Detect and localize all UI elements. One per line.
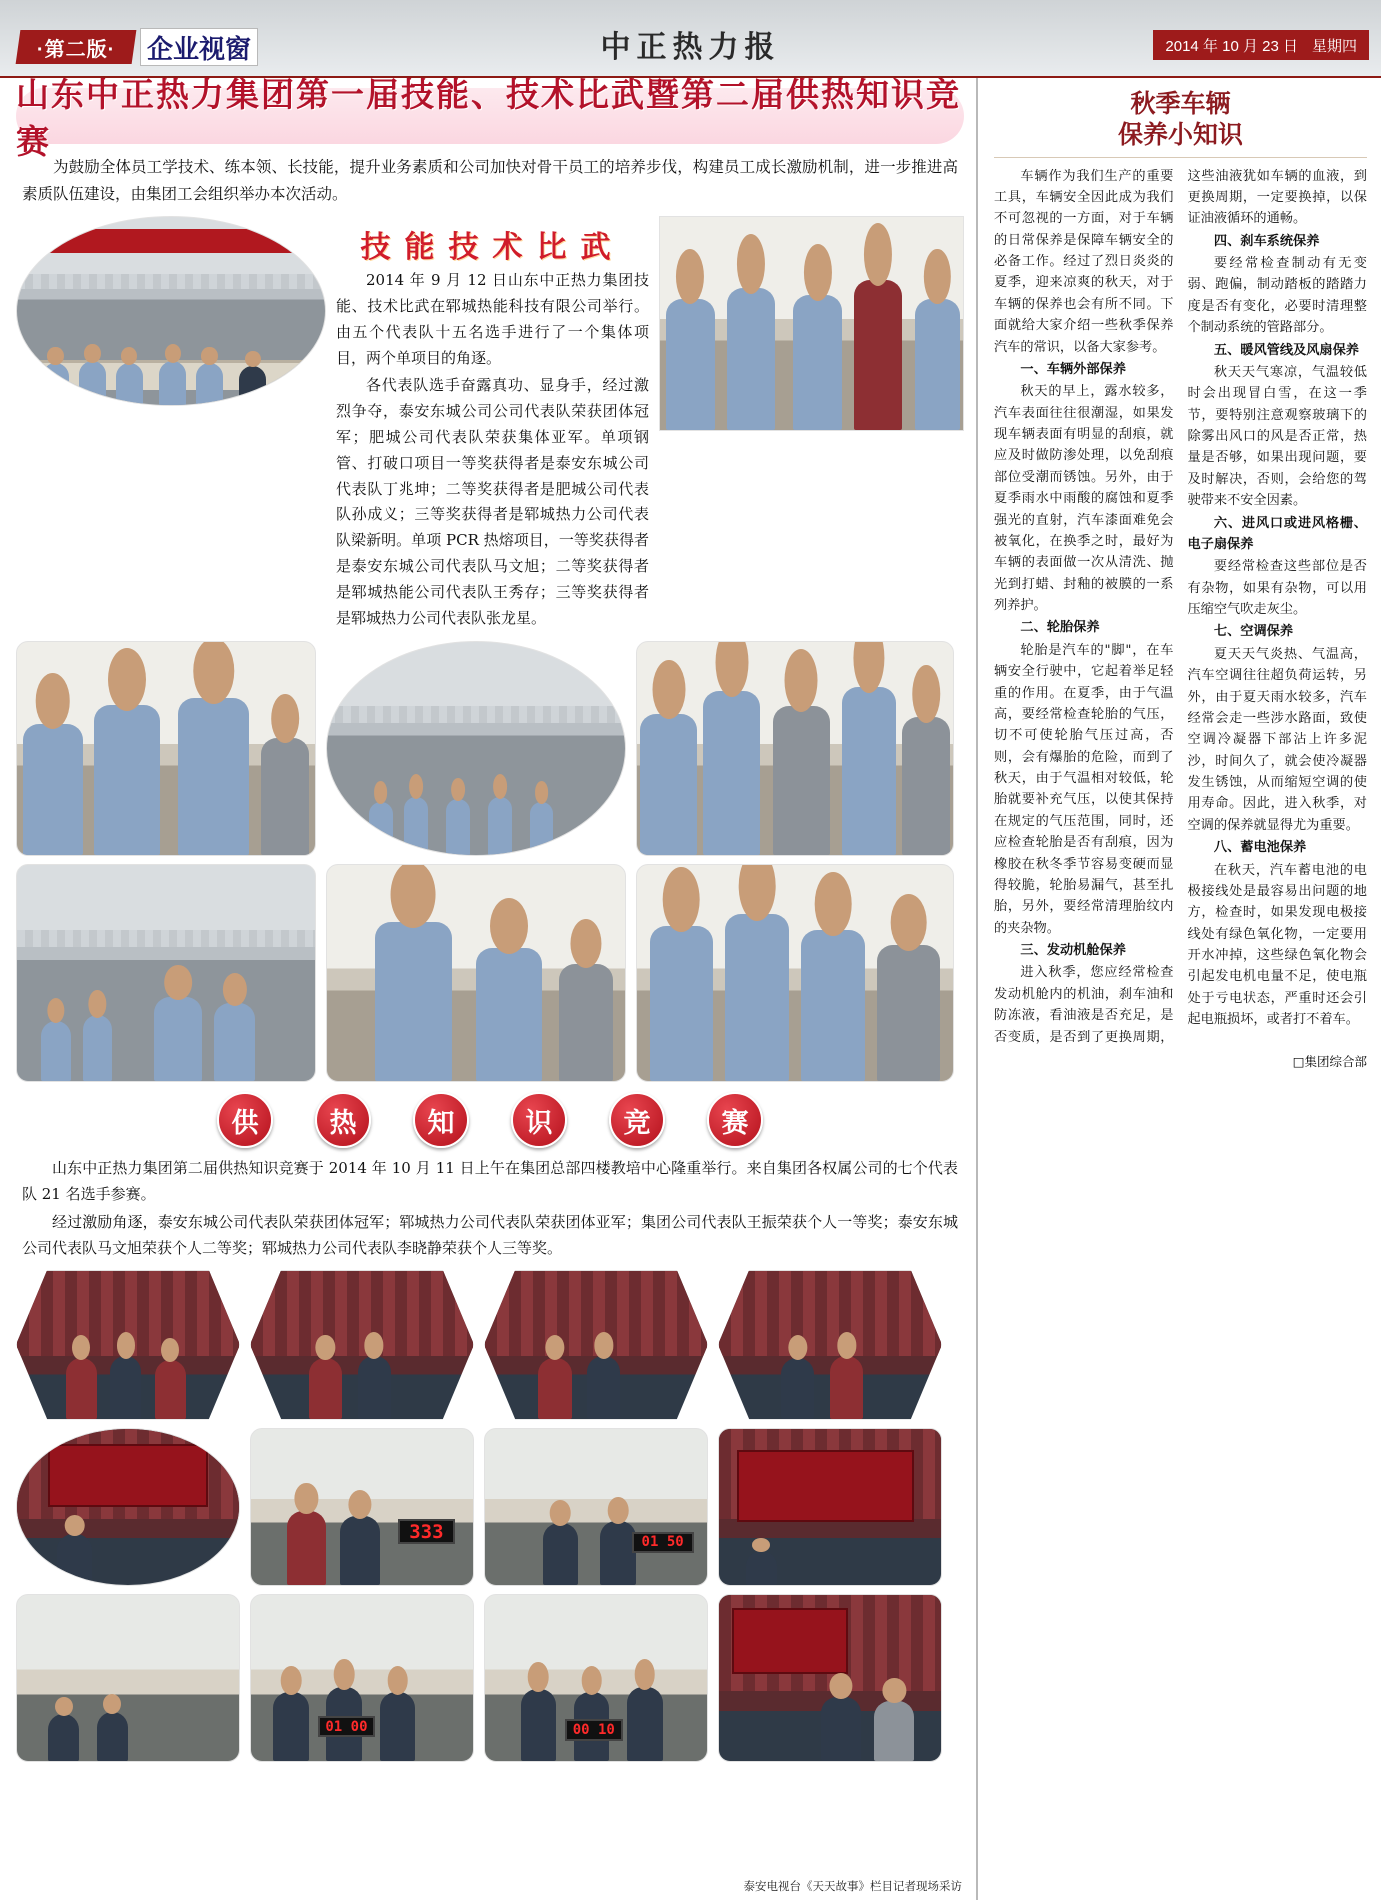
venue-banner [35, 229, 306, 253]
photo-row-3 [16, 864, 964, 1082]
section2-title-char-4: 识 [511, 1092, 567, 1148]
sidebar-paragraph-8: 夏天天气炎热、气温高，汽车空调往往超负荷运转，另外，由于夏天雨水较多，汽车经常会走一些涉水路面，致使空调冷凝器下部沾上许多泥沙，时间久了，就会使冷凝器发生锈蚀，从而缩短空调的使用寿命。因此，进入秋季，对空调的保养就显得尤为重要。 [1187, 646, 1367, 833]
sidebar-heading-7: 七、空调保养 [1213, 624, 1294, 640]
sidebar-paragraph-5: 要经常检查制动有无变弱、跑偏，制动踏板的踏踏力度是否有变化，必要时清理整个制动系统的管路部分。 [1187, 256, 1367, 336]
article-headline: 山东中正热力集团第一届技能、技术比武暨第二届供热知识竞赛 [16, 75, 961, 161]
photo-contest-banner-stage [16, 1428, 240, 1586]
photo-credit: 泰安电视台《天天故事》栏目记者现场采访 [743, 1879, 962, 1893]
sidebar-paragraph-1: 车辆作为我们生产的重要工具，车辆安全因此成为我们不可忽视的一方面，对于车辆的日常保养是保障车辆安全的必备工作。经过了烈日炎炎的夏季，迎来凉爽的秋天，对于车辆的保养也会有所不同。下面就给大家介绍一些秋季保养汽车的常识，以备大家参考。 [994, 168, 1174, 355]
sidebar-paragraph-3: 轮胎是汽车的"脚"，在车辆安全行驶中，它起着举足轻重的作用。在夏季，由于气温高，要经常检查轮胎的气压，切不可使轮胎气压过高，否则，会有爆胎的危险，而到了秋天，由于气温相对较低，轮胎就要补充气压，以使其保持在规定的气压范围，同时，还应检查轮胎是否有刮痕，因为橡胶在秋冬季节容易变硬而显得较脆，轮胎易漏气，甚至扎胎，另外，要经常清理胎纹内的夹杂物。 [994, 642, 1174, 936]
sidebar-heading-5: 五、暖风管线及风扇保养 [1213, 342, 1359, 358]
photo-row-6 [16, 1594, 964, 1762]
sidebar-heading-6: 六、进风口或进风格栅、电子扇保养 [1187, 515, 1367, 552]
paper-title: 中正热力报 [600, 30, 781, 65]
sidebar-heading-2: 二、轮胎保养 [1020, 620, 1100, 636]
photo-row-4 [16, 1270, 964, 1420]
sidebar-article [976, 78, 1381, 1900]
photo-award-second-prize [250, 1270, 474, 1420]
photo-team-answering [250, 1594, 474, 1762]
photo-award-team-prize [484, 1270, 708, 1420]
sidebar-heading-4: 四、刹车系统保养 [1213, 233, 1320, 249]
section2-title-char-1: 供 [217, 1092, 273, 1148]
sidebar-paragraph-2: 秋天的早上，露水较多，汽车表面往往很潮湿，如果发现车辆表面有明显的刮痕，就应及时做防渗处理，以免刮痕部位受潮而锈蚀。另外，由于夏季雨水中雨酸的腐蚀和夏季强光的直射，汽车漆面难免会被氧化，在换季之时，最好为车辆的表面做一次从清洗、抛光到打蜡、封釉的被膜的一系列养护。 [994, 384, 1174, 613]
sidebar-heading-8: 八、蓄电池保养 [1213, 840, 1307, 856]
section2-body [22, 1156, 958, 1261]
photo-award-first-prize [16, 1270, 240, 1420]
photo-pipe-bending [326, 864, 626, 1082]
score-display: 01 50 [632, 1532, 694, 1554]
photo-scoreboard-team [484, 1594, 708, 1762]
section1-title: 技能技术比武 [360, 230, 625, 266]
issue-weekday: 星期四 [1311, 37, 1357, 55]
photo-pcr-welding [16, 864, 316, 1082]
photo-pipe-welding-1 [16, 641, 316, 856]
photo-audience-seats [16, 1594, 240, 1762]
section1-paragraph-2: 各代表队选手奋露真功、显身手，经过激烈争夺，泰安东城公司公司代表队荣获团体冠军；肥城公司代表队荣获集体亚军。单项钢管、打破口项目一等奖获得者是泰安东城公司代表队丁兆坤；二等奖获得者是肥城公司代表队孙成义；三等奖获得者是郓城热力公司代表队梁新明。单项 PCR 热熔项目，一等奖获得者是泰安东城公司代表队马文旭；二等奖获得者是郓城热能公司代表队王秀存；三等奖获得者是郓城热力公司代表队张龙星。 [336, 376, 649, 627]
sidebar-heading-3: 三、发动机舱保养 [1020, 943, 1126, 958]
photo-screen-question [718, 1428, 942, 1586]
photo-award-handshake [718, 1270, 942, 1420]
sidebar-title-line-2: 保养小知识 [1117, 120, 1243, 150]
photo-row-2 [16, 641, 964, 856]
question-screen [737, 1450, 915, 1522]
section2-title-char-6: 赛 [707, 1092, 763, 1148]
article-headline-band [16, 75, 964, 161]
section2-paragraph-1: 山东中正热力集团第二届供热知识竞赛于 2014 年 10 月 11 日上午在集团总部四楼教培中心隆重举行。来自集团各权属公司的七个代表队 21 名选手参赛。 [22, 1159, 958, 1204]
photo-host-and-timer [250, 1428, 474, 1586]
photo-tv-interview [718, 1594, 942, 1762]
photo-scoring-panel [636, 641, 954, 856]
timer-display: 333 [398, 1519, 456, 1544]
photo-team-operation [636, 864, 954, 1082]
judges-people [660, 243, 963, 430]
photo-workshop-wide [326, 641, 626, 856]
scoreboard-display: 00 10 [565, 1719, 623, 1741]
date-box [1153, 30, 1369, 60]
sidebar-title [994, 88, 1367, 158]
issue-date: 2014 年 10 月 23 日 [1165, 37, 1298, 55]
photo-skill-contest-venue [16, 216, 326, 406]
photo-row-5 [16, 1428, 964, 1586]
section1-paragraph-1: 2014 年 9 月 12 日山东中正热力集团技能、技术比武在郓城热能科技有限公司举行。由五个代表队十五名选手进行了一个集体项目，两个单项目的角逐。 [336, 271, 649, 367]
main-article-area [0, 75, 976, 1900]
sidebar-title-line-1: 秋季车辆 [1130, 89, 1231, 118]
section2-title-char-2: 热 [315, 1092, 371, 1148]
section1-body [336, 268, 649, 631]
photo-judges-discussion [659, 216, 964, 431]
section2-title-char-5: 竞 [609, 1092, 665, 1148]
edition-badge-label: ·第二版· [36, 38, 116, 61]
article-lede: 为鼓励全体员工学技术、练本领、长技能，提升业务素质和公司加快对骨干员工的培养步伐，构建员工成长激励机制，进一步推进高素质队伍建设，由集团工会组织举办本次活动。 [22, 158, 958, 204]
sidebar-paragraph-6: 秋天天气寒凉，气温较低时会出现冒白雪，在这一季节，要特别注意观察玻璃下的除雾出风口的风是否正常，热量是否够，如果出现问题，要及时解决，否则，会给您的驾驶带来不安全因素。 [1187, 364, 1367, 509]
photo-contestants-desk [484, 1428, 708, 1586]
sidebar-body [994, 166, 1367, 1048]
sidebar-heading-1: 一、车辆外部保养 [1020, 361, 1126, 377]
sidebar-credit: □集团综合部 [1292, 1053, 1367, 1069]
sidebar-paragraph-4: 进入秋季，您应经常检查发动机舱内的机油，刹车油和防冻液，看油液是否充足，是否变质，是否到了更换周期，这些油液犹如车辆的血液，到更换周期，一定要换掉，以保证油液循环的通畅。 [994, 168, 1367, 1045]
venue-people [17, 289, 325, 406]
column-name-badge: 企业视窗 [140, 28, 258, 66]
masthead [0, 0, 1381, 78]
sidebar-paragraph-9: 在秋天，汽车蓄电池的电极接线处是最容易出问题的地方，检查时，如果发现电极接线处有绿色氧化物，一定要用开水冲掉，这些绿色氧化物会引起发电机电量不足，使电瓶处于亏电状态，严重时还会引起电瓶损坏，或者打不着车。 [1187, 862, 1367, 1028]
sidebar-paragraph-7: 要经常检查这些部位是否有杂物，如果有杂物，可以用压缩空气吹走灰尘。 [1187, 559, 1367, 617]
section2-paragraph-2: 经过激励角逐，泰安东城公司代表队荣获团体冠军；郓城热力公司代表队荣获团体亚军；集团公司代表队王振荣获个人一等奖；泰安东城公司代表队马文旭荣获个人二等奖；郓城热力公司代表队李晓静荣获个人三等奖。 [22, 1213, 958, 1257]
team-timer-display: 01 00 [318, 1716, 376, 1738]
section2-title [16, 1092, 964, 1148]
section2-title-char-3: 知 [413, 1092, 469, 1148]
